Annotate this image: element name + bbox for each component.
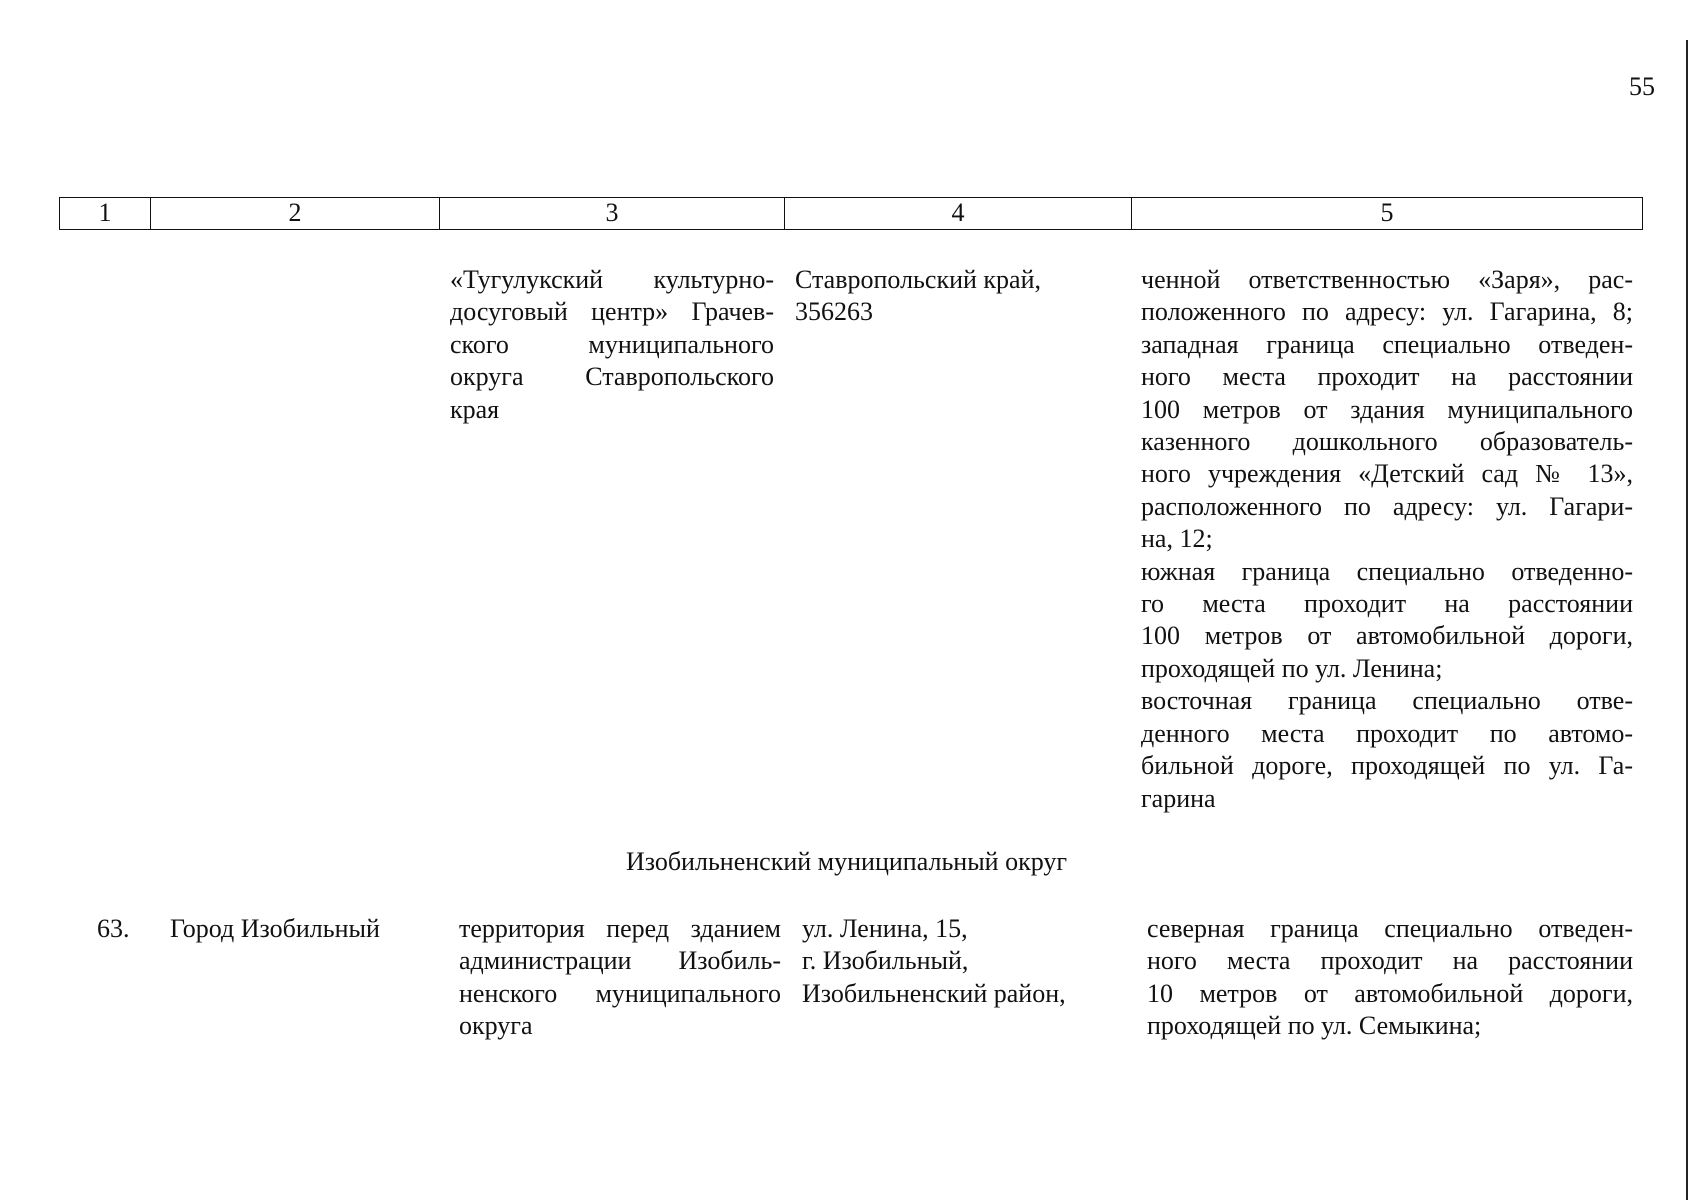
text-line: ского муниципального — [450, 329, 774, 359]
continued-row-col3 — [450, 264, 774, 426]
text-line: южная граница специально отведенно- — [1141, 556, 1633, 586]
text-line: ненского муниципального — [459, 978, 781, 1008]
text-line: ул. Ленина, 15, — [802, 914, 968, 943]
text-line: проходящей по ул. Ленина; — [1141, 653, 1443, 683]
text-line: ного учреждения «Детский сад № 13», — [1141, 459, 1633, 489]
text-line: досуговый центр» Грачев- — [450, 297, 774, 327]
text-line: 100 метров от автомобильной дороги, — [1141, 621, 1633, 651]
column-number-2: 2 — [150, 198, 439, 229]
column-number-1: 1 — [98, 198, 112, 227]
continued-row-col4 — [795, 264, 1095, 329]
text-line: Ставропольский край, — [795, 265, 1041, 294]
table-column-numbers — [59, 197, 1643, 230]
section-title: Изобильненский муниципальный округ — [625, 847, 1068, 876]
text-line: «Тугулукский культурно- — [450, 265, 774, 294]
text-line: округа Ставропольского — [450, 362, 774, 392]
row-63-col5 — [1147, 913, 1633, 1043]
column-number-3: 3 — [439, 198, 784, 229]
row-name: Город Изобильный — [170, 914, 380, 943]
text-line: проходящей по ул. Семыкина; — [1147, 1011, 1482, 1041]
page-number: 55 — [1629, 72, 1655, 101]
text-line: округа — [459, 1011, 533, 1041]
text-line: администрации Изобиль- — [459, 946, 781, 976]
text-line: денного места проходит по автомо- — [1141, 718, 1633, 748]
row-63-col3 — [459, 913, 781, 1043]
text-line: ченной ответственностью «Заря», рас- — [1141, 265, 1633, 294]
row-63-col4 — [802, 913, 1102, 1010]
text-line: на, 12; — [1141, 524, 1213, 554]
text-line: Изобильненский район, — [802, 978, 1066, 1008]
text-line: северная граница специально отведен- — [1147, 914, 1633, 943]
page-edge-line — [1686, 40, 1688, 1200]
text-line: бильной дороге, проходящей по ул. Га- — [1141, 751, 1633, 781]
text-line: г. Изобильный, — [802, 946, 969, 976]
text-line: западная граница специально отведен- — [1141, 329, 1633, 359]
row-number: 63. — [97, 914, 130, 943]
continued-row-col5 — [1141, 264, 1633, 815]
text-line: территория перед зданием — [459, 914, 781, 943]
column-number-4: 4 — [784, 198, 1131, 229]
text-line: казенного дошкольного образователь- — [1141, 427, 1633, 457]
text-line: расположенного по адресу: ул. Гагари- — [1141, 491, 1633, 521]
text-line: положенного по адресу: ул. Гагарина, 8; — [1141, 297, 1633, 327]
text-line: ного места проходит на расстоянии — [1147, 946, 1633, 976]
text-line: 100 метров от здания муниципального — [1141, 394, 1633, 424]
text-line: края — [450, 394, 500, 424]
text-line: ного места проходит на расстоянии — [1141, 362, 1633, 392]
text-line: 356263 — [795, 297, 873, 327]
text-line: го места проходит на расстоянии — [1141, 589, 1633, 619]
text-line: гарина — [1141, 783, 1216, 813]
text-line: 10 метров от автомобильной дороги, — [1147, 978, 1633, 1008]
text-line: восточная граница специально отве- — [1141, 686, 1633, 716]
column-number-5: 5 — [1131, 198, 1642, 229]
